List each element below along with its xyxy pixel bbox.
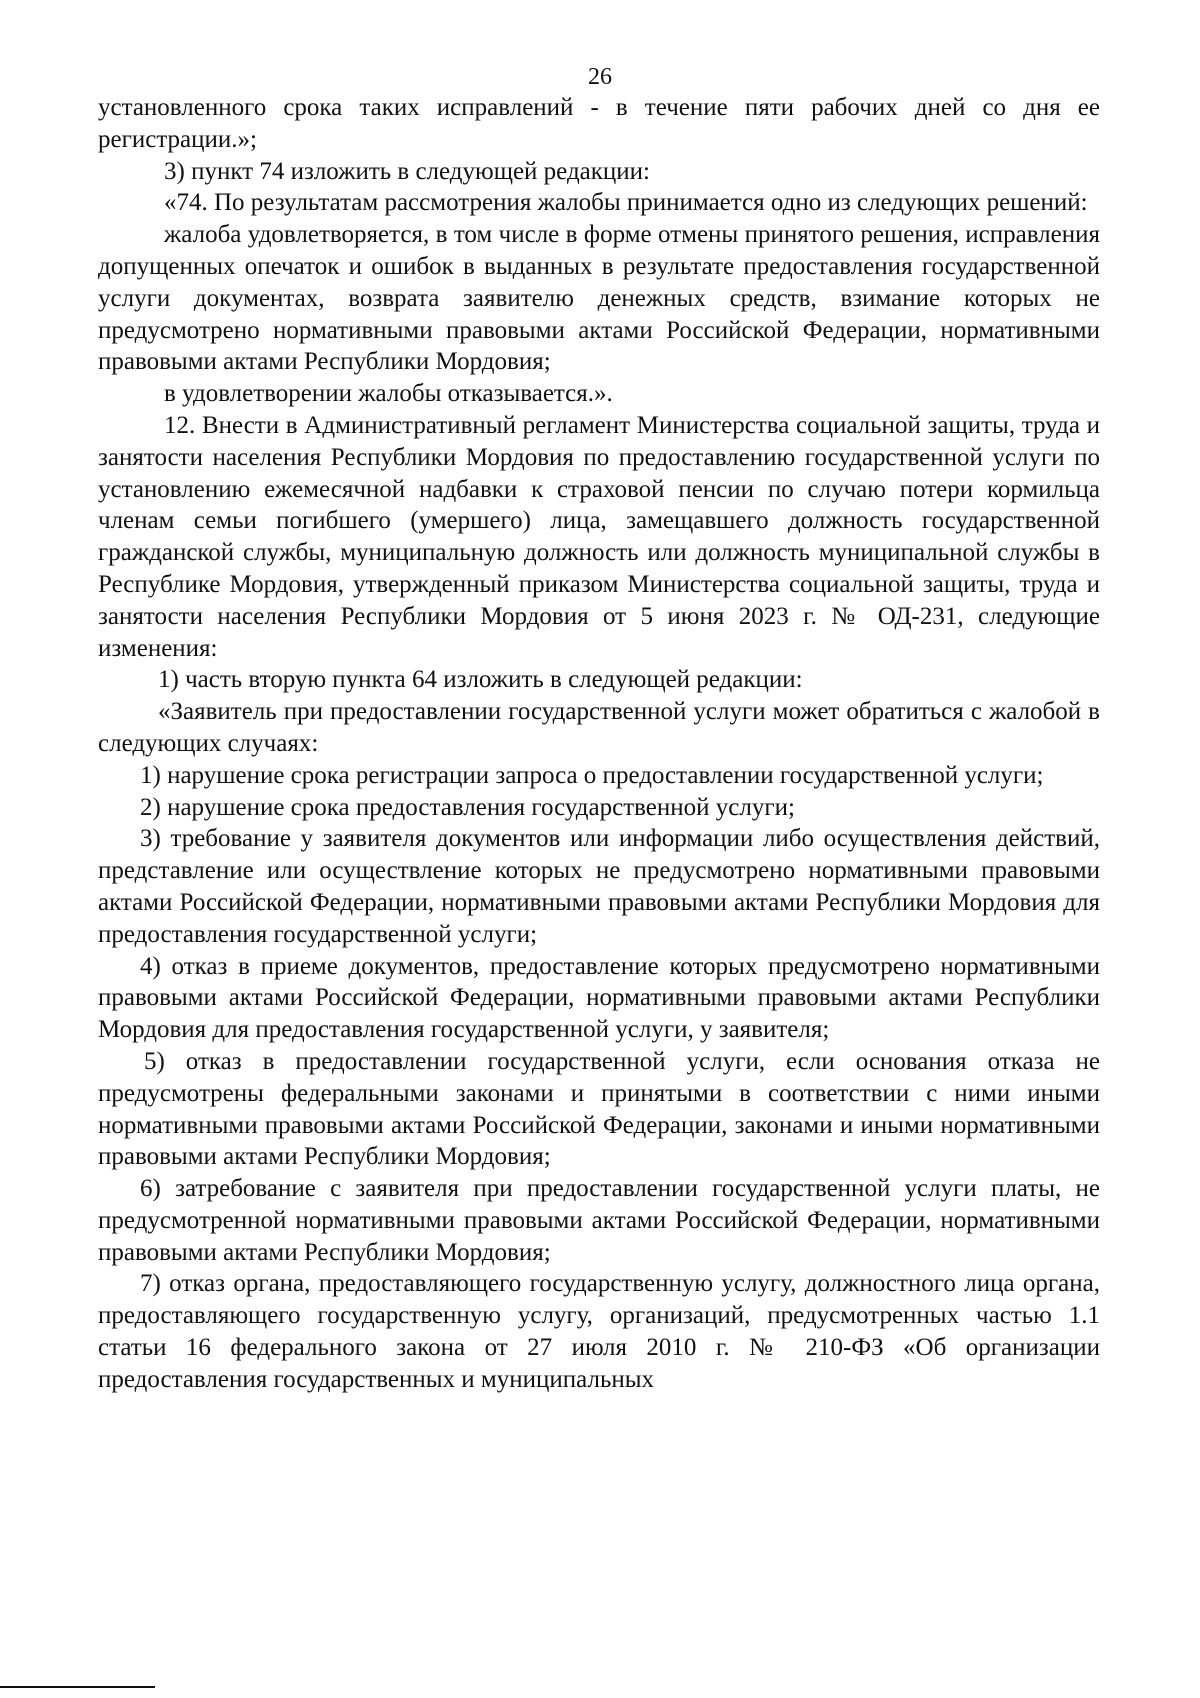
paragraph-complaint-refused: в удовлетворении жалобы отказывается.».: [164, 380, 613, 408]
document-body: [98, 92, 1100, 1396]
paragraph-point-74: «74. По результатам рассмотрения жалобы принимается одно из следующих решений:: [164, 189, 1088, 217]
page-number: 26: [588, 64, 612, 90]
paragraph-continuation: установленного срока таких исправлений - в течение пяти рабочих дней со дня ее регистрации.»;: [98, 94, 1100, 153]
list-item-3: 3) требование у заявителя документов или информации либо осуществления действий, представление или осуществление которых не предусмотрено нормативными правовыми актами Российской Федерации, нормативными правовыми актами Республики Мордовия для предоставления государственной услуги;: [98, 825, 1100, 948]
list-item-2: 2) нарушение срока предоставления государственной услуги;: [140, 793, 795, 821]
footnote-rule: [0, 1686, 155, 1688]
list-item-5: 5) отказ в предоставлении государственной услуги, если основания отказа не предусмотрены федеральными законами и принятыми в соответствии с ними иными нормативными правовыми актами Российской Федерации, законами и иными нормативными правовыми актами Республики Мордовия;: [98, 1047, 1100, 1171]
list-item-6: 6) затребование с заявителя при предоставлении государственной услуги платы, не предусмотренной нормативными правовыми актами Российской Федерации, нормативными правовыми актами Республики Мордовия;: [98, 1175, 1100, 1266]
paragraph-item-1: 1) часть вторую пункта 64 изложить в следующей редакции:: [158, 666, 803, 694]
list-item-1: 1) нарушение срока регистрации запроса о предоставлении государственной услуги;: [140, 761, 1044, 789]
paragraph-applicant: «Заявитель при предоставлении государственной услуги может обратиться с жалобой в следующих случаях:: [98, 698, 1100, 757]
list-item-7: 7) отказ органа, предоставляющего государственную услугу, должностного лица органа, предоставляющего государственную услугу, организаций, предусмотренных частью 1.1 статьи 16 федерального закона от 27 июля 2010 г. № 210-ФЗ «Об организации предоставления государственных и муниципальных: [98, 1270, 1100, 1393]
list-item-4: 4) отказ в приеме документов, предоставление которых предусмотрено нормативными правовыми актами Российской Федерации, нормативными правовыми актами Республики Мордовия для предоставления государственной услуги, у заявителя;: [98, 952, 1100, 1044]
paragraph-section-12: 12. Внести в Административный регламент Министерства социальной защиты, труда и занятости населения Республики Мордовия по предоставлению государственной услуги по установлению ежемесячной надбавки к страховой пенсии по случаю потери кормильца членам семьи погибшего (умершего) лица, замещавшего должность государственной гражданской службы, муниципальную должность или должность муниципальной службы в Республике Мордовия, утвержденный приказом Министерства социальной защиты, труда и занятости населения Республики Мордовия от 5 июня 2023 г. № ОД-231, следующие изменения:: [98, 411, 1100, 662]
paragraph-complaint-satisfied: жалоба удовлетворяется, в том числе в форме отмены принятого решения, исправления допущенных опечаток и ошибок в выданных в результате предоставления государственной услуги документах, возврата заявителю денежных средств, взимание которых не предусмотрено нормативными правовыми актами Российской Федерации, нормативными правовыми актами Республики Мордовия;: [98, 221, 1100, 376]
paragraph-item-3: 3) пункт 74 изложить в следующей редакции:: [164, 157, 650, 185]
